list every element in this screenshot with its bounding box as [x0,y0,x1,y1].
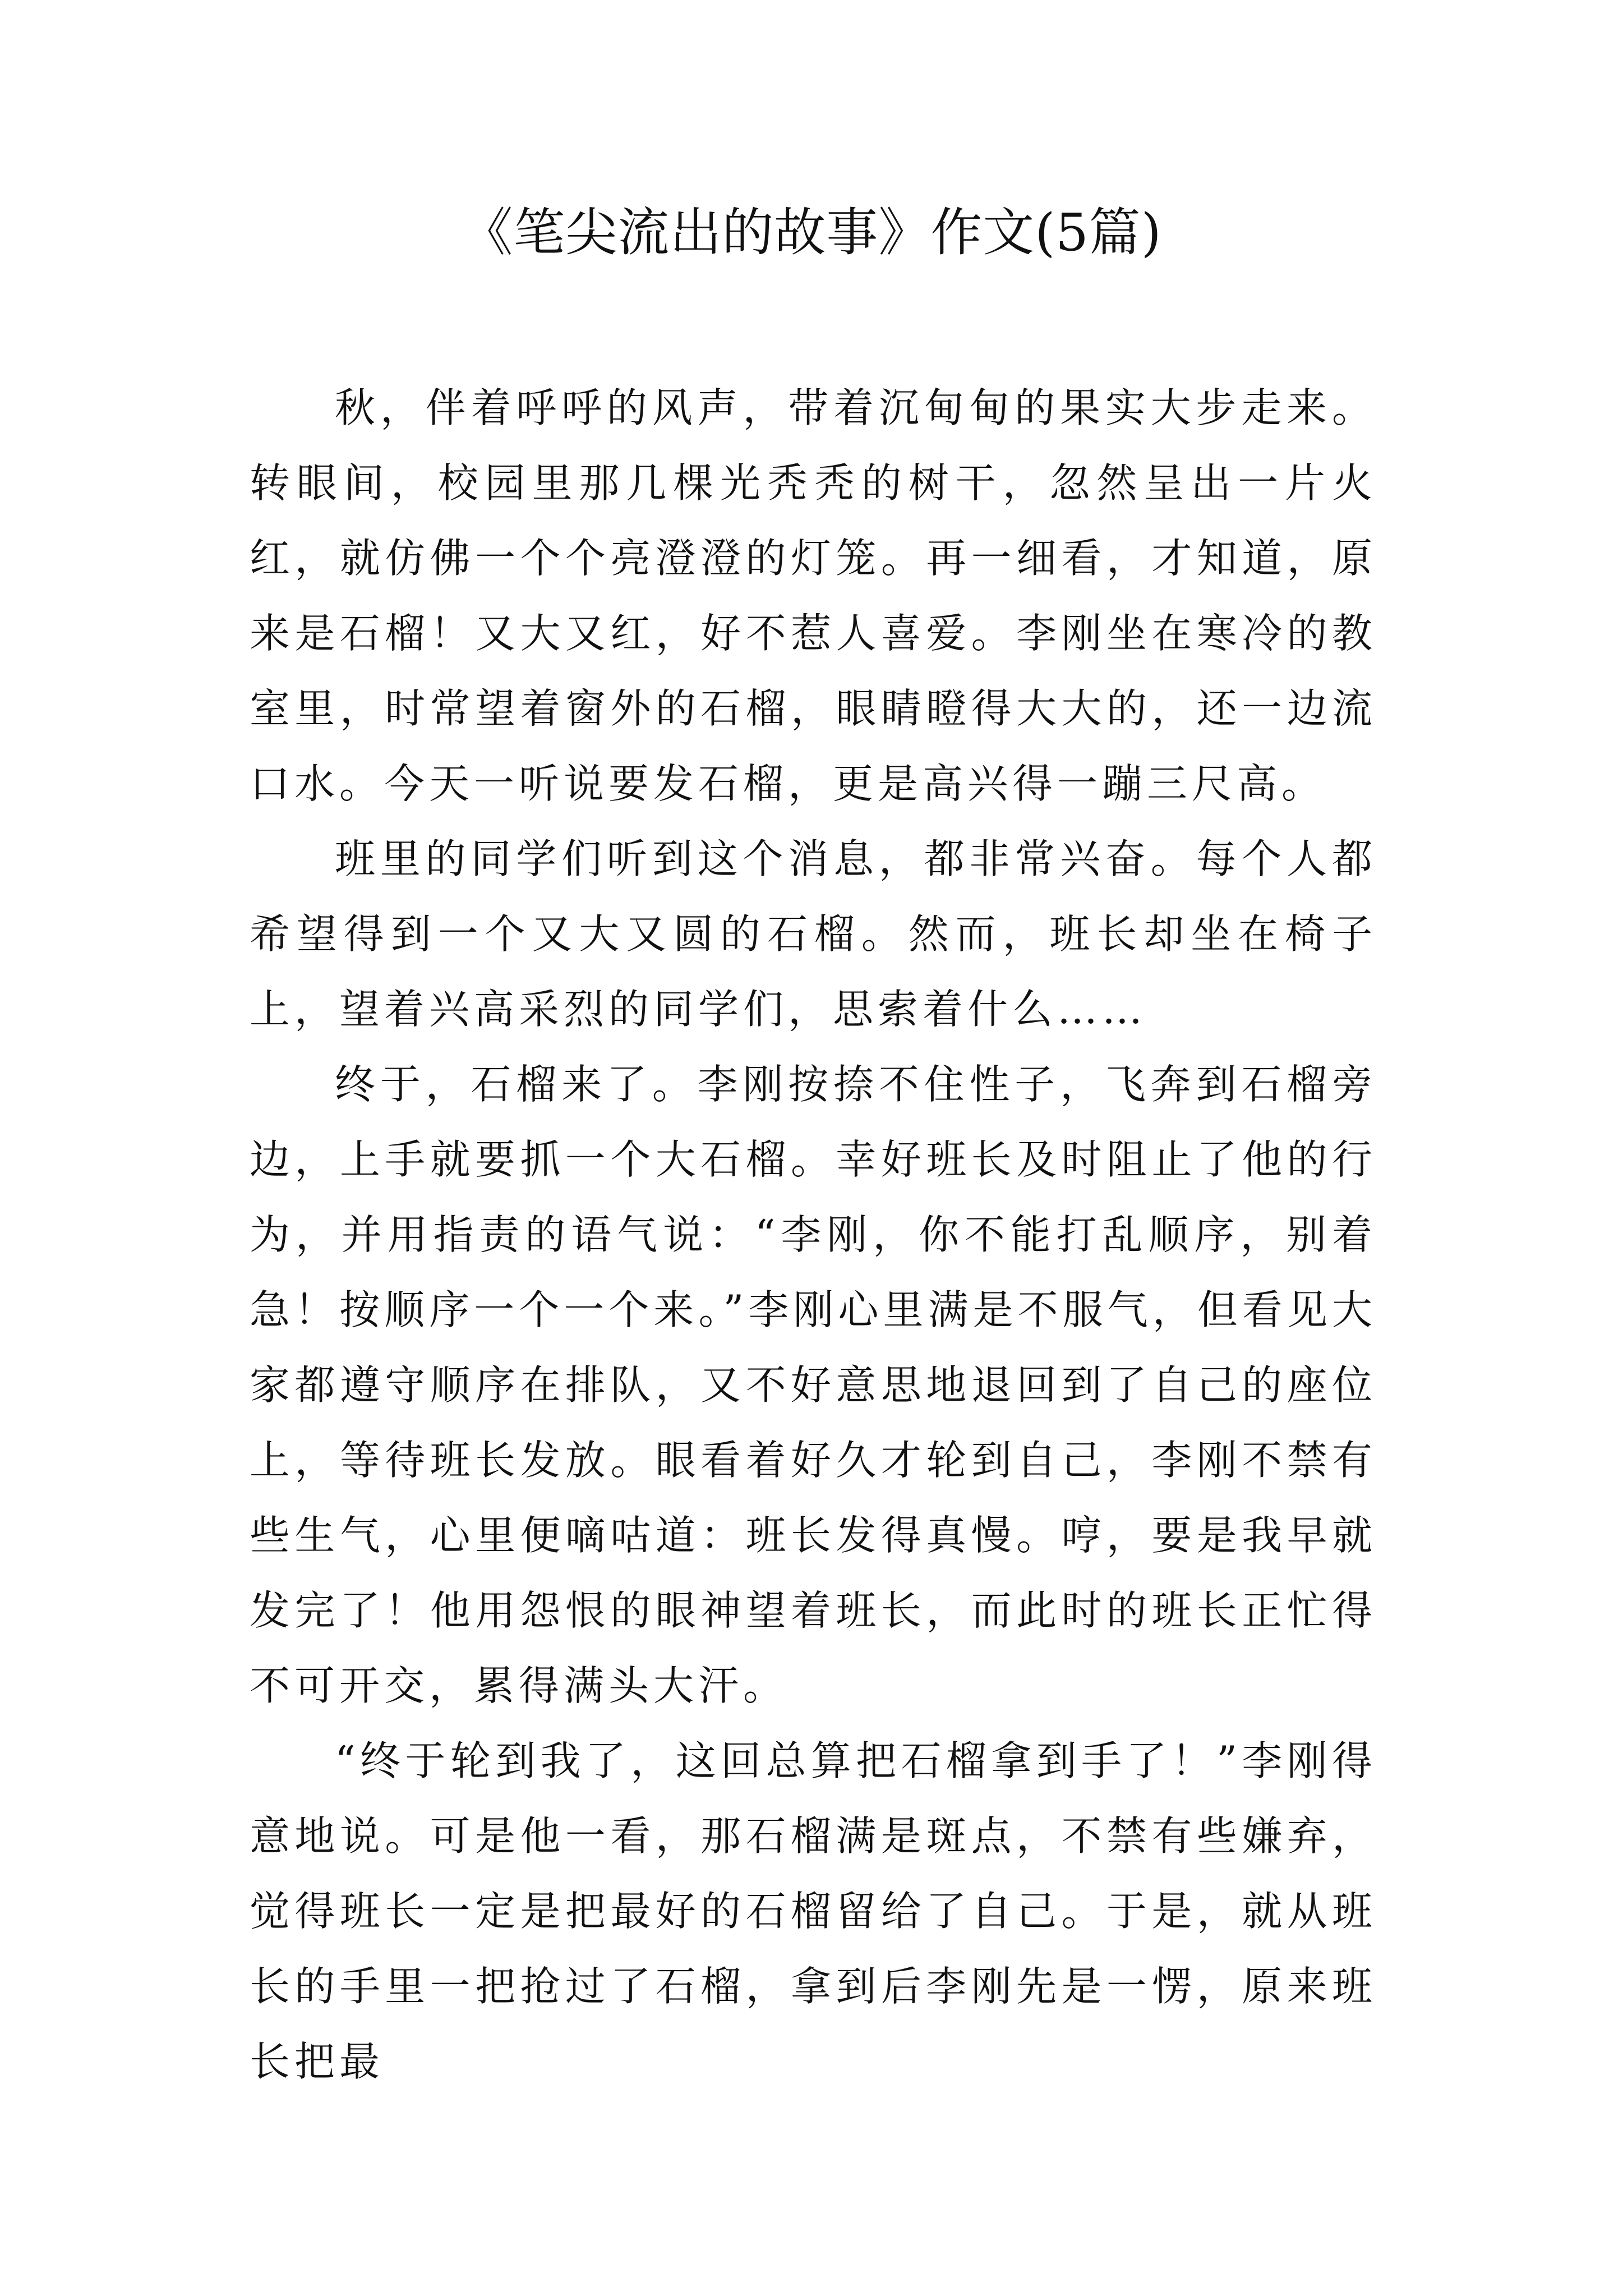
paragraph: “终于轮到我了，这回总算把石榴拿到手了！”李刚得意地说。可是他一看，那石榴满是斑点，不禁有些嫌弃，觉得班长一定是把最好的石榴留给了自己。于是，就从班长的手里一把抢过了石榴，拿到后李刚先是一愣，原来班长把最 [250,1737,1377,2085]
document-body [250,370,1377,2099]
document-title: 《笔尖流出的故事》作文(5篇) [461,203,1162,263]
paragraph: 秋，伴着呼呼的风声，带着沉甸甸的果实大步走来。转眼间，校园里那几棵光秃秃的树干，忽然呈出一片火红，就仿佛一个个亮澄澄的灯笼。再一细看，才知道，原来是石榴！又大又红，好不惹人喜爱。李刚坐在寒冷的教室里，时常望着窗外的石榴，眼睛瞪得大大的，还一边流口水。今天一听说要发石榴，更是高兴得一蹦三尺高。 [250,384,1377,807]
paragraph: 终于，石榴来了。李刚按捺不住性子，飞奔到石榴旁边，上手就要抓一个大石榴。幸好班长及时阻止了他的行为，并用指责的语气说：“李刚，你不能打乱顺序，别着急！按顺序一个一个来。”李刚心里满是不服气，但看见大家都遵守顺序在排队，又不好意思地退回到了自己的座位上，等待班长发放。眼看着好久才轮到自己，李刚不禁有些生气，心里便嘀咕道：班长发得真慢。哼，要是我早就发完了！他用怨恨的眼神望着班长，而此时的班长正忙得不可开交，累得满头大汗。 [250,1061,1377,1709]
paragraph: 班里的同学们听到这个消息，都非常兴奋。每个人都希望得到一个又大又圆的石榴。然而，班长却坐在椅子上，望着兴高采烈的同学们，思索着什么…… [250,835,1377,1033]
